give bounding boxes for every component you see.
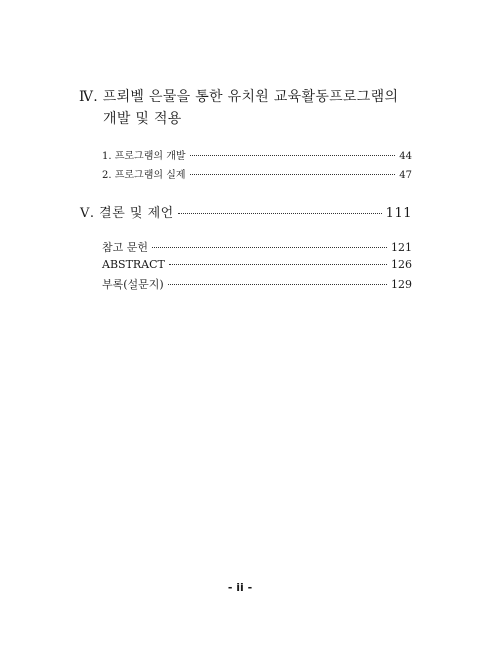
dot-leader [168,284,387,285]
dot-leader [178,213,382,214]
toc-entry-program-development [102,147,412,162]
toc-entry-page: 126 [391,258,412,271]
toc-entry-page: 121 [391,241,412,254]
dot-leader [169,264,387,265]
toc-entry-page: 47 [399,170,412,181]
toc-entry-label: ABSTRACT [102,258,165,271]
toc-entry-program-practice [102,166,412,181]
toc-entry-abstract [102,258,412,271]
dot-leader [152,247,387,248]
toc-entry-page: 44 [399,151,412,162]
toc-entry-appendix [102,276,412,292]
toc-entry-label: 2. 프로그램의 실제 [102,170,186,181]
page-number: - ii - [227,581,253,594]
chapter-4-heading: Ⅳ. 프뢰벨 은물을 통한 유치원 교육활동프로그램의 [79,89,399,105]
toc-entry-label: 1. 프로그램의 개발 [102,151,186,162]
toc-entry-label: 부록(설문지) [102,278,164,291]
dot-leader [190,155,396,156]
toc-entry-label: Ⅴ. 결론 및 제언 [80,206,174,221]
chapter-4-heading-continued: 개발 및 적용 [103,111,182,127]
toc-entry-page: 129 [391,278,412,291]
dot-leader [190,174,396,175]
toc-entry-references [102,239,412,255]
toc-entry-chapter-5 [80,202,412,221]
toc-entry-page: 111 [385,206,412,221]
toc-entry-label: 참고 문헌 [102,241,149,254]
